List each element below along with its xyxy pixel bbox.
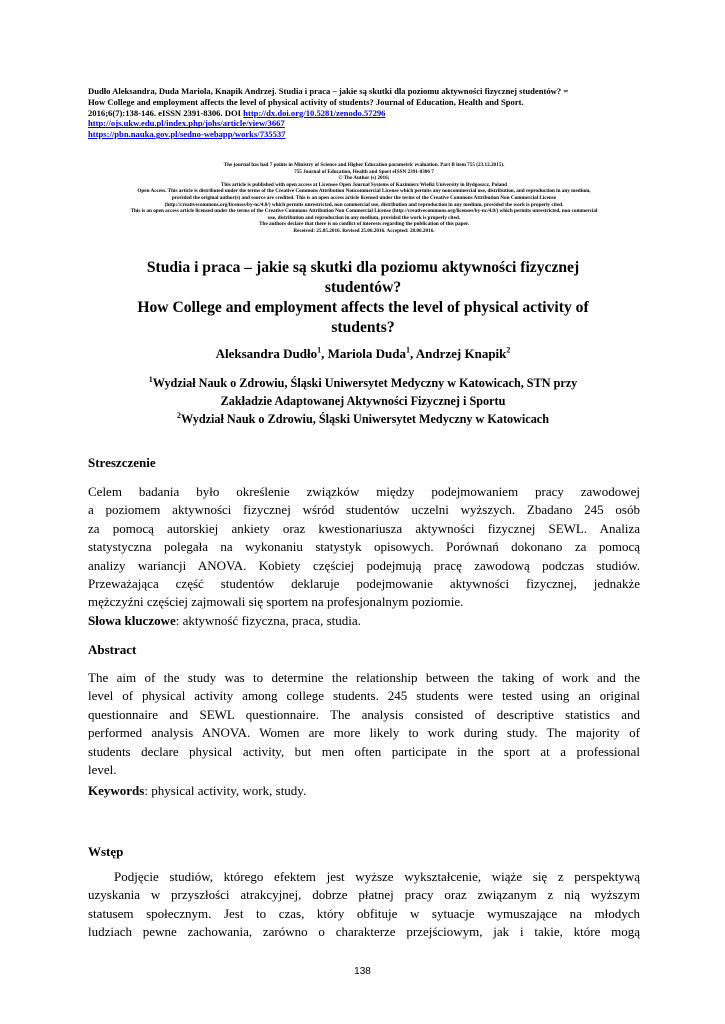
meta-line: provided the original author(s) and source are credited. This is an open access article licensed under the terms of the Creative Commons Attribution Non Commercial License xyxy=(171,194,557,201)
author-sup: 1 xyxy=(405,345,410,355)
citation-line: How College and employment affects the level of physical activity of students? Journal of Education, Health and Sport. xyxy=(88,96,524,107)
author-sup: 2 xyxy=(506,345,511,355)
wstep-body xyxy=(88,868,640,942)
meta-line: 755 Journal of Education, Health and Sport eISSN 2391-8306 7 xyxy=(294,168,434,175)
author-name: Mariola Duda xyxy=(327,346,406,361)
paragraph-line: The aim of the study was to determine the relationship between the taking of work and the xyxy=(88,670,640,685)
wstep-heading: Wstęp xyxy=(88,844,124,859)
slowa-kluczowe-text: : aktywność fizyczna, praca, studia. xyxy=(175,613,361,628)
meta-line: (http://creativecommons.org/licenses/by-nc/4.0/) which permits unrestricted, non commercial use, distribution and reproduction in any medium, provided the work is properly cited. xyxy=(164,201,564,208)
paragraph-line: students declare physical activity, but men often participate in the sport at a professional xyxy=(88,743,640,759)
title-en-line: How College and employment affects the level of physical activity of xyxy=(137,299,589,316)
citation-line xyxy=(88,129,640,140)
paragraph-line: mężczyźni częściej zajmowali się sportem na profesjonalnym poziomie. xyxy=(88,594,464,610)
author-list: Aleksandra Dudło$^1$, Mariola Duda$^1$, Andrzej Knapik$^2$ xyxy=(215,345,511,361)
doi-link[interactable]: http://dx.doi.org/10.5281/zenodo.57296 xyxy=(243,107,386,118)
pbn-link[interactable]: https://pbn.nauka.gov.pl/sedno-webapp/works/735537 xyxy=(88,129,286,140)
meta-line: This is an open access article licensed under the terms of the Creative Commons Attribution Non Commercial License (http://creativecommons.org/licenses/by-nc/4.0/) which permits unrestricted, non commercial xyxy=(130,208,598,215)
keywords xyxy=(88,783,306,799)
paragraph-line: ludziach pewne zachowania, zarówno o charakterze przejściowym, jak i takie, które mogą xyxy=(88,924,640,940)
affiliation-line xyxy=(90,374,636,392)
paragraph-line: statystyczna polegała na wykonaniu statystyk opisowych. Porównań dokonano za pomocą xyxy=(88,539,640,555)
affiliation-line xyxy=(90,410,636,428)
affiliation-sup: 1 xyxy=(148,374,153,384)
citation-line xyxy=(88,108,640,119)
article-title xyxy=(90,258,636,338)
meta-line: © The Author (s) 2016; xyxy=(338,175,390,182)
meta-line: The journal has had 7 points in Ministry of Science and Higher Education parametric evaluation. Part B item 755 (23.12.2015). xyxy=(223,162,505,168)
streszczenie-body xyxy=(88,483,640,612)
meta-line: The authors declare that there is no conflict of interests regarding the publication of this paper. xyxy=(259,221,469,228)
affiliation-sup: 2 xyxy=(177,410,181,420)
author-name: Andrzej Knapik xyxy=(415,346,507,361)
slowa-kluczowe xyxy=(88,613,361,629)
affiliation-text: Wydział Nauk o Zdrowiu, Śląski Uniwersytet Medyczny w Katowicach, STN przy xyxy=(152,376,578,390)
keywords-text: : physical activity, work, study. xyxy=(144,783,307,798)
paragraph-line: statusem społecznym. Jest to czas, który obfituje w sytuacje wymuszające na młodych xyxy=(88,905,640,921)
keywords-label: Keywords xyxy=(88,783,145,798)
title-pl-line: Studia i praca – jakie są skutki dla poziomu aktywności fizycznej xyxy=(146,259,580,276)
abstract-heading: Abstract xyxy=(88,642,137,657)
paragraph-line: level of physical activity among college students. 245 students were tested using an original xyxy=(88,688,640,704)
paragraph-line: performed analysis ANOVA. Women are more likely to work during study. The majority of xyxy=(88,725,640,741)
paragraph-line: a poziomem aktywności fizycznej wśród studentów uczelni wyższych. Zbadano 245 osób xyxy=(88,502,640,518)
slowa-kluczowe-label: Słowa kluczowe xyxy=(88,613,176,628)
title-en-line: students? xyxy=(331,319,395,336)
citation-line xyxy=(88,118,640,129)
author-sup: 1 xyxy=(317,345,322,355)
paragraph-line: questionnaire and SEWL questionnaire. The analysis consisted of descriptive statistics and xyxy=(88,706,640,722)
citation-line: Dudło Aleksandra, Duda Mariola, Knapik Andrzej. Studia i praca – jakie są skutki dla poziomu aktywności fizycznej studentów? = xyxy=(88,86,569,96)
paragraph-line: Celem badania było określenie związków między podejmowaniem pracy zawodowej xyxy=(88,484,640,499)
meta-line: Received: 25.05.2016. Revised 25.06.2016. Accepted: 28.06.2016. xyxy=(293,227,435,234)
page-number: 138 xyxy=(354,966,371,977)
title-pl-line: studentów? xyxy=(324,279,402,296)
paragraph-line: za pomocą autorskiej ankiety oraz kwestionariusza aktywności fizycznej SEWL. Analiza xyxy=(88,520,640,536)
journal-meta xyxy=(84,162,644,235)
paragraph-line: uzyskania w przyszłości atrakcyjnej, dobrze płatnej pracy oraz związanym z nią wyższym xyxy=(88,887,640,903)
abstract-body xyxy=(88,669,640,779)
paragraph-line: level. xyxy=(88,762,117,778)
affiliations xyxy=(90,374,636,428)
author-name: Aleksandra Dudło xyxy=(215,346,318,361)
affiliation-line: Zakładzie Adaptowanej Aktywności Fizycznej i Sportu xyxy=(220,394,506,408)
streszczenie-heading: Streszczenie xyxy=(88,455,156,470)
paragraph-line: Podjęcie studiów, którego efektem jest wyższe wykształcenie, wiąże się z perspektywą xyxy=(114,869,640,884)
journal-article-link[interactable]: http://ojs.ukw.edu.pl/index.php/johs/article/view/3667 xyxy=(88,118,285,129)
meta-line: This article is published with open access at Licensee Open Journal Systems of Kazimierz Wielki University in Bydgoszcz, Poland xyxy=(220,181,508,188)
affiliation-text: Wydział Nauk o Zdrowiu, Śląski Uniwersytet Medyczny w Katowicach xyxy=(181,412,549,426)
paragraph-line: Przeważająca część studentów deklaruje podejmowanie aktywności fizycznej, jednakże xyxy=(88,576,640,592)
paragraph-line: analizy wariancji ANOVA. Kobiety częściej podejmują pracę zawodową podczas studiów. xyxy=(88,557,640,573)
meta-line: Open Access. This article is distributed under the terms of the Creative Commons Attribution Noncommercial License which permits any noncommercial use, distribution, and reproduction in any medium, xyxy=(137,188,591,195)
meta-line: use, distribution and reproduction in any medium, provided the work is properly cited. xyxy=(267,214,461,221)
citation-block xyxy=(88,86,640,140)
citation-text: 2016;6(7):138-146. eISSN 2391-8306. DOI xyxy=(88,107,244,118)
